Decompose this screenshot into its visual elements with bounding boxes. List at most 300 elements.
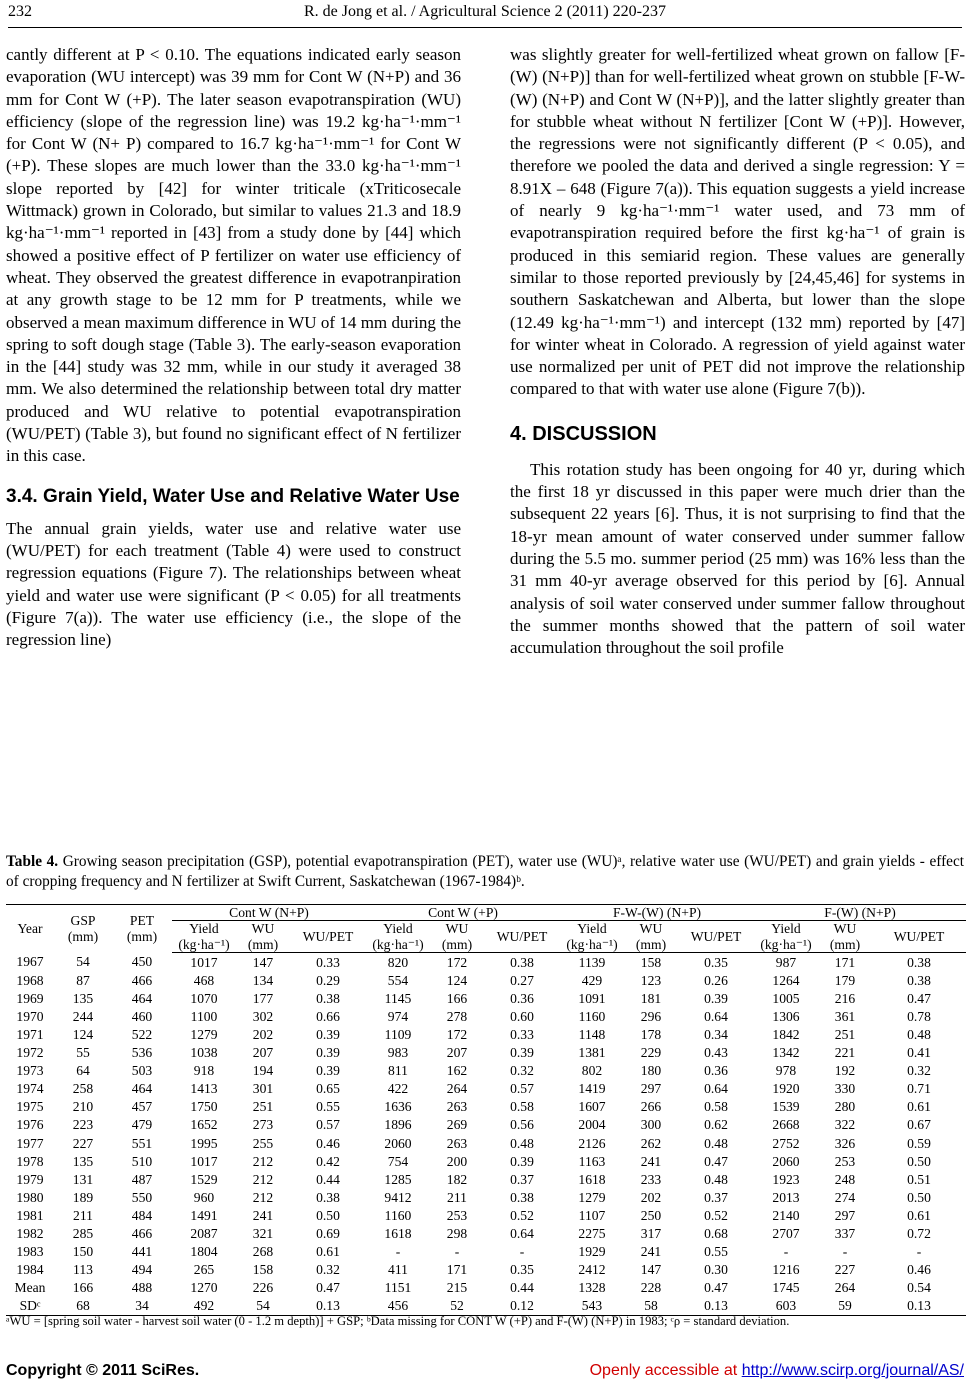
table-cell: - bbox=[842, 1244, 848, 1260]
table-cell: 0.38 bbox=[316, 1189, 340, 1205]
table-row bbox=[6, 1297, 966, 1316]
table-row bbox=[6, 1098, 966, 1116]
table-cell: 1145 bbox=[384, 990, 412, 1006]
table-cell: 0.50 bbox=[907, 1153, 931, 1169]
table-cell: 1005 bbox=[772, 990, 800, 1006]
table-cell: 202 bbox=[640, 1189, 662, 1205]
table-cell: 9412 bbox=[384, 1189, 412, 1205]
table-cell: 147 bbox=[252, 954, 274, 970]
col-header-wu-pet: WU/PET bbox=[484, 921, 560, 953]
table-cell: 820 bbox=[387, 954, 409, 970]
table-row bbox=[6, 1243, 966, 1261]
table-cell: 251 bbox=[834, 1026, 856, 1042]
table-cell: 241 bbox=[640, 1153, 662, 1169]
table-cell: 64 bbox=[76, 1063, 90, 1079]
table-cell: 0.57 bbox=[316, 1117, 340, 1133]
table-row bbox=[6, 1225, 966, 1243]
table-cell: 274 bbox=[834, 1189, 856, 1205]
table-cell: 0.35 bbox=[704, 954, 728, 970]
table-cell: 0.39 bbox=[316, 1026, 340, 1042]
table-cell: 227 bbox=[72, 1135, 94, 1151]
table-cell: 0.13 bbox=[678, 1297, 754, 1316]
table-cell: 460 bbox=[131, 1008, 153, 1024]
table-cell: 0.32 bbox=[316, 1262, 340, 1278]
table-cell: 361 bbox=[834, 1008, 856, 1024]
table-cell: 55 bbox=[76, 1045, 90, 1061]
table-cell: 251 bbox=[252, 1099, 274, 1115]
table-cell: 265 bbox=[193, 1262, 215, 1278]
table-cell: 1151 bbox=[384, 1280, 412, 1296]
table-cell: 134 bbox=[252, 972, 274, 988]
table-row bbox=[6, 1044, 966, 1062]
table-cell: 300 bbox=[640, 1117, 662, 1133]
table-cell: 1070 bbox=[190, 990, 218, 1006]
col-header-yield: Yield (kg·ha⁻¹) bbox=[560, 921, 624, 953]
table-cell: 0.54 bbox=[907, 1280, 931, 1296]
table-cell: 212 bbox=[252, 1153, 274, 1169]
table-cell: 0.64 bbox=[704, 1008, 728, 1024]
row-label: SDᶜ bbox=[6, 1297, 54, 1316]
table-cell: 0.56 bbox=[510, 1117, 534, 1133]
table-cell: 0.43 bbox=[704, 1045, 728, 1061]
table-cell: 0.13 bbox=[290, 1297, 366, 1316]
table-cell: 207 bbox=[446, 1045, 468, 1061]
table-cell: 150 bbox=[72, 1244, 94, 1260]
table-row bbox=[6, 1279, 966, 1297]
table-cell: 0.41 bbox=[907, 1045, 931, 1061]
table-cell: 0.39 bbox=[704, 990, 728, 1006]
table-cell: 2140 bbox=[772, 1207, 800, 1223]
table-cell: 228 bbox=[640, 1280, 662, 1296]
table-cell: 2752 bbox=[772, 1135, 800, 1151]
table-cell: 216 bbox=[834, 990, 856, 1006]
table-cell: 0.38 bbox=[316, 990, 340, 1006]
table-cell: 297 bbox=[640, 1081, 662, 1097]
table-cell: 179 bbox=[834, 972, 856, 988]
table-cell: 0.34 bbox=[704, 1026, 728, 1042]
row-label: 1984 bbox=[16, 1262, 44, 1278]
table-row bbox=[6, 1008, 966, 1026]
table-cell: 0.39 bbox=[316, 1063, 340, 1079]
right-column bbox=[510, 44, 965, 659]
running-head: R. de Jong et al. / Agricultural Science 2 (2011) 220-237 bbox=[304, 3, 666, 20]
table-cell: 0.47 bbox=[316, 1280, 340, 1296]
table-cell: 0.50 bbox=[907, 1189, 931, 1205]
table-cell: 464 bbox=[131, 990, 153, 1006]
table-cell: 192 bbox=[834, 1063, 856, 1079]
table-cell: 171 bbox=[834, 954, 856, 970]
table-cell: 0.61 bbox=[907, 1099, 931, 1115]
table-cell: 321 bbox=[252, 1225, 274, 1241]
table-cell: 468 bbox=[193, 972, 215, 988]
table-cell: 1923 bbox=[772, 1171, 800, 1187]
col-header-wu-pet: WU/PET bbox=[678, 921, 754, 953]
table-cell: 550 bbox=[131, 1189, 153, 1205]
row-label: 1969 bbox=[16, 990, 44, 1006]
table-cell: 0.60 bbox=[510, 1008, 534, 1024]
table-cell: 297 bbox=[834, 1207, 856, 1223]
row-label: 1972 bbox=[16, 1045, 44, 1061]
section-heading: 4. DISCUSSION bbox=[510, 422, 657, 445]
table-body bbox=[6, 953, 966, 1316]
table-cell: 0.64 bbox=[510, 1225, 534, 1241]
table-cell: 166 bbox=[72, 1280, 94, 1296]
table-cell: 0.78 bbox=[907, 1008, 931, 1024]
table-cell: 0.58 bbox=[704, 1099, 728, 1115]
table-cell: 180 bbox=[640, 1063, 662, 1079]
table-cell: 0.50 bbox=[316, 1207, 340, 1223]
table-cell: 124 bbox=[72, 1026, 94, 1042]
table-cell: 330 bbox=[834, 1081, 856, 1097]
table-row bbox=[6, 1188, 966, 1206]
paragraph: cantly different at P < 0.10. The equations indicated early season evaporation (WU intercept) was 39 mm for Cont W (N+P) and 36 mm for Cont W (+P). The later season evapotranspiration (WU) efficiency (slope of the regression line) was 19.2 kg·ha⁻¹·mm⁻¹ for Cont W (N+ P) compared to 16.7 kg·ha⁻¹·mm⁻¹ for Cont W (+P). These slopes are much lower than the 33.0 kg·ha⁻¹·mm⁻¹ slope reported by [42] for winter triticale (xTriticosecale Wittmack) grown in Colorado, but similar to values 21.3 and 18.9 kg·ha⁻¹·mm⁻¹ reported in [43] from a study done by [44] which showed a positive effect of P fertilizer on water use efficiency of wheat. They observed the greatest difference in evapotranpiration at any growth stage to be 12 mm for P treatments, while we observed a mean maximum difference in WU of 14 mm during the spring to soft dough stage (Table 3). The early-season evaporation in the [44] study was 32 mm, while in our study it averaged 38 mm. We also determined the relationship between total dry matter produced and WU relative to potential evapotranspiration (WU/PET) (Table 3), but found no significant effect of N fertilizer in this case. bbox=[6, 45, 461, 466]
table-cell: 0.42 bbox=[316, 1153, 340, 1169]
table-cell: 0.65 bbox=[316, 1081, 340, 1097]
table-cell: 536 bbox=[131, 1045, 153, 1061]
table-cell: 1896 bbox=[384, 1117, 412, 1133]
table-cell: 278 bbox=[446, 1008, 468, 1024]
table-cell: 233 bbox=[640, 1171, 662, 1187]
table-cell: 1279 bbox=[578, 1189, 606, 1205]
table-cell: 135 bbox=[72, 1153, 94, 1169]
table-cell: 960 bbox=[193, 1189, 215, 1205]
table-cell: 113 bbox=[73, 1262, 93, 1278]
table-row bbox=[6, 1026, 966, 1044]
table-cell: 0.33 bbox=[510, 1026, 534, 1042]
table-cell: 0.36 bbox=[704, 1063, 728, 1079]
table-cell: 1109 bbox=[384, 1026, 412, 1042]
table-cell: 1419 bbox=[578, 1081, 606, 1097]
table-cell: 189 bbox=[72, 1189, 94, 1205]
table-cell: 0.55 bbox=[704, 1244, 728, 1260]
table-cell: 250 bbox=[640, 1207, 662, 1223]
table-cell: 0.66 bbox=[316, 1008, 340, 1024]
table-cell: 1279 bbox=[190, 1026, 218, 1042]
table-cell: 1804 bbox=[190, 1244, 218, 1260]
table-cell: 1618 bbox=[578, 1171, 606, 1187]
table-cell: - bbox=[916, 1244, 922, 1260]
table-cell: 0.37 bbox=[510, 1171, 534, 1187]
table-cell: 1529 bbox=[190, 1171, 218, 1187]
table-cell: 487 bbox=[131, 1171, 153, 1187]
table-cell: 244 bbox=[72, 1008, 94, 1024]
table-cell: 147 bbox=[640, 1262, 662, 1278]
table-cell: 983 bbox=[387, 1045, 409, 1061]
table-cell: 1413 bbox=[190, 1081, 218, 1097]
table-cell: 123 bbox=[640, 972, 662, 988]
paragraph: The annual grain yields, water use and relative water use (WU/PET) for each treatment (Table 4) were used to construct regression equations (Figure 7). The relationships between wheat yield and water use were significant (P < 0.05) for all treatments (Figure 7(a)). The water use efficiency (i.e., the slope of the regression line) bbox=[6, 518, 461, 650]
table-cell: 280 bbox=[834, 1099, 856, 1115]
table-cell: 227 bbox=[834, 1262, 856, 1278]
table-cell: 178 bbox=[640, 1026, 662, 1042]
table-cell: 0.46 bbox=[907, 1262, 931, 1278]
table-cell: 0.47 bbox=[704, 1153, 728, 1169]
table-cell: 0.61 bbox=[316, 1244, 340, 1260]
table-row bbox=[6, 971, 966, 989]
table-cell: 166 bbox=[446, 990, 468, 1006]
table-cell: 0.59 bbox=[907, 1135, 931, 1151]
table-cell: 0.44 bbox=[316, 1171, 340, 1187]
table-cell: 1491 bbox=[190, 1207, 218, 1223]
table-cell: 0.33 bbox=[316, 954, 340, 970]
table-cell: 221 bbox=[834, 1045, 856, 1061]
row-label: Mean bbox=[14, 1280, 46, 1296]
table-cell: 2126 bbox=[578, 1135, 606, 1151]
table-cell: 1920 bbox=[772, 1081, 800, 1097]
row-label: 1973 bbox=[16, 1063, 44, 1079]
table-cell: 543 bbox=[560, 1297, 624, 1316]
row-label: 1983 bbox=[16, 1244, 44, 1260]
table-row bbox=[6, 953, 966, 972]
table-cell: 253 bbox=[834, 1153, 856, 1169]
table-cell: 200 bbox=[446, 1153, 468, 1169]
table-cell: 0.38 bbox=[510, 1189, 534, 1205]
table-cell: 1539 bbox=[772, 1099, 800, 1115]
col-header-wu: WU (mm) bbox=[236, 921, 290, 953]
table-cell: 298 bbox=[446, 1225, 468, 1241]
col-header-yield: Yield (kg·ha⁻¹) bbox=[754, 921, 818, 953]
table-cell: 754 bbox=[387, 1153, 409, 1169]
table-cell: 1652 bbox=[190, 1117, 218, 1133]
table-footnote: ᵃWU = [spring soil water - harvest soil water (0 - 1.2 m depth)] + GSP; ᵇData missing for CONT W (+P) and F-(W) (N+P) in 1983; ᶜρ = standard deviation. bbox=[6, 1314, 790, 1328]
table-cell: 429 bbox=[581, 972, 603, 988]
table-cell: 2060 bbox=[384, 1135, 412, 1151]
col-header-wu-pet: WU/PET bbox=[290, 921, 366, 953]
table-cell: 54 bbox=[236, 1297, 290, 1316]
table-cell: 264 bbox=[834, 1280, 856, 1296]
table-cell: 0.44 bbox=[510, 1280, 534, 1296]
table-cell: 58 bbox=[624, 1297, 678, 1316]
table-cell: 0.32 bbox=[510, 1063, 534, 1079]
row-label: 1981 bbox=[16, 1207, 44, 1223]
table-cell: 54 bbox=[76, 954, 90, 970]
table-cell: 0.57 bbox=[510, 1081, 534, 1097]
table-cell: 87 bbox=[76, 972, 90, 988]
table-cell: 503 bbox=[131, 1063, 153, 1079]
table-cell: 285 bbox=[72, 1225, 94, 1241]
table-cell: 0.30 bbox=[704, 1262, 728, 1278]
row-label: 1974 bbox=[16, 1081, 44, 1097]
table-cell: 68 bbox=[54, 1297, 112, 1316]
table-cell: 0.29 bbox=[316, 972, 340, 988]
table-cell: 2013 bbox=[772, 1189, 800, 1205]
group-header: F-W-(W) (N+P) bbox=[560, 905, 754, 921]
row-label: 1968 bbox=[16, 972, 44, 988]
row-label: 1977 bbox=[16, 1135, 44, 1151]
table-cell: 2412 bbox=[578, 1262, 606, 1278]
table-cell: 0.58 bbox=[510, 1099, 534, 1115]
table-cell: 2668 bbox=[772, 1117, 800, 1133]
table-cell: 0.52 bbox=[704, 1207, 728, 1223]
table-cell: - bbox=[395, 1244, 401, 1260]
table-cell: 603 bbox=[754, 1297, 818, 1316]
table-cell: 0.51 bbox=[907, 1171, 931, 1187]
group-header: Cont W (+P) bbox=[366, 905, 560, 921]
table-cell: 223 bbox=[72, 1117, 94, 1133]
table-cell: 457 bbox=[131, 1099, 153, 1115]
table-cell: - bbox=[783, 1244, 789, 1260]
table-cell: 158 bbox=[640, 954, 662, 970]
table-cell: 2275 bbox=[578, 1225, 606, 1241]
table-cell: 0.47 bbox=[907, 990, 931, 1006]
left-column bbox=[6, 44, 461, 651]
page-header bbox=[8, 3, 962, 27]
table-cell: 441 bbox=[131, 1244, 153, 1260]
table-cell: 194 bbox=[252, 1063, 274, 1079]
table-cell: 978 bbox=[775, 1063, 797, 1079]
table-cell: 207 bbox=[252, 1045, 274, 1061]
table-cell: 322 bbox=[834, 1117, 856, 1133]
table-cell: 211 bbox=[73, 1207, 93, 1223]
table-cell: 59 bbox=[818, 1297, 872, 1316]
table-cell: 263 bbox=[446, 1135, 468, 1151]
table-cell: 1270 bbox=[190, 1280, 218, 1296]
table-cell: 212 bbox=[252, 1171, 274, 1187]
table-cell: 253 bbox=[446, 1207, 468, 1223]
table-cell: 248 bbox=[834, 1171, 856, 1187]
table-label: Table 4. bbox=[6, 853, 59, 870]
table-cell: 484 bbox=[131, 1207, 153, 1223]
table-cell: 0.64 bbox=[704, 1081, 728, 1097]
table-cell: 551 bbox=[131, 1135, 153, 1151]
row-label: 1975 bbox=[16, 1099, 44, 1115]
table-cell: 1929 bbox=[578, 1244, 606, 1260]
table-cell: 255 bbox=[252, 1135, 274, 1151]
table-cell: 1342 bbox=[772, 1045, 800, 1061]
table-cell: 301 bbox=[252, 1081, 274, 1097]
table-cell: 1306 bbox=[772, 1008, 800, 1024]
table-cell: 181 bbox=[640, 990, 662, 1006]
journal-link[interactable]: http://www.scirp.org/journal/AS/ bbox=[741, 1362, 964, 1379]
group-header: Cont W (N+P) bbox=[172, 905, 366, 921]
page-number: 232 bbox=[8, 3, 32, 20]
table-cell: 0.38 bbox=[907, 972, 931, 988]
table-cell: 479 bbox=[131, 1117, 153, 1133]
table-cell: 1216 bbox=[772, 1262, 800, 1278]
table-cell: 1842 bbox=[772, 1026, 800, 1042]
col-header-yield: Yield (kg·ha⁻¹) bbox=[172, 921, 236, 953]
table-cell: 0.39 bbox=[510, 1045, 534, 1061]
paragraph: This rotation study has been ongoing for 40 yr, during which the first 18 yr discussed in this paper were much drier than the subsequent 22 years [6]. Thus, it is not surprising to find that the 18-yr mean amount of water conserved under summer fallow during the 5.5 mo. summer period (25 mm) was 16% less than the 31 mm 40-yr average observed for this period by [6]. Annual analysis of soil water conserved under summer fallow throughout the summer months showed that the pattern of soil water accumulation throughout the soil profile bbox=[510, 459, 965, 658]
row-label: 1979 bbox=[16, 1171, 44, 1187]
table-row bbox=[6, 1134, 966, 1152]
table-cell: 2087 bbox=[190, 1225, 218, 1241]
copyright: Copyright © 2011 SciRes. bbox=[6, 1362, 200, 1379]
table-caption-text: Growing season precipitation (GSP), potential evapotranspiration (PET), water use (WU)ᵃ, relative water use (WU/PET) and grain yields - effect of cropping frequency and N fertilizer at Swift Current, Saskatchewan (1967-1984)ᵇ. bbox=[6, 853, 965, 890]
table-cell: 0.48 bbox=[704, 1171, 728, 1187]
table-cell: 241 bbox=[640, 1244, 662, 1260]
table-cell: 466 bbox=[131, 972, 153, 988]
row-label: 1982 bbox=[16, 1225, 44, 1241]
table-cell: 0.71 bbox=[907, 1081, 931, 1097]
table-cell: 811 bbox=[388, 1063, 408, 1079]
table-cell: 0.38 bbox=[510, 954, 534, 970]
table-cell: 172 bbox=[446, 1026, 468, 1042]
table-cell: 34 bbox=[112, 1297, 172, 1316]
table-cell: 0.13 bbox=[872, 1297, 966, 1316]
table-cell: 802 bbox=[581, 1063, 603, 1079]
table-cell: - bbox=[519, 1244, 525, 1260]
col-header-gsp: GSP (mm) bbox=[54, 905, 112, 953]
table-cell: 263 bbox=[446, 1099, 468, 1115]
table-cell: 326 bbox=[834, 1135, 856, 1151]
table-cell: 0.26 bbox=[704, 972, 728, 988]
table-cell: 0.52 bbox=[510, 1207, 534, 1223]
table-cell: 1160 bbox=[384, 1207, 412, 1223]
table-row bbox=[6, 989, 966, 1007]
table-cell: 522 bbox=[131, 1026, 153, 1042]
table-row bbox=[6, 1152, 966, 1170]
table-cell: 124 bbox=[446, 972, 468, 988]
table-cell: 1091 bbox=[578, 990, 606, 1006]
table-cell: 0.36 bbox=[510, 990, 534, 1006]
table-cell: 0.62 bbox=[704, 1117, 728, 1133]
col-header-wu-pet: WU/PET bbox=[872, 921, 966, 953]
table-cell: 1381 bbox=[578, 1045, 606, 1061]
table-cell: 1607 bbox=[578, 1099, 606, 1115]
table-cell: 202 bbox=[252, 1026, 274, 1042]
table-cell: 0.48 bbox=[510, 1135, 534, 1151]
table-cell: 1264 bbox=[772, 972, 800, 988]
table-cell: 2004 bbox=[578, 1117, 606, 1133]
table-cell: 0.48 bbox=[704, 1135, 728, 1151]
table-row bbox=[6, 1116, 966, 1134]
table-cell: 0.47 bbox=[704, 1280, 728, 1296]
table-cell: 215 bbox=[446, 1280, 468, 1296]
table-cell: 1750 bbox=[190, 1099, 218, 1115]
table-cell: 182 bbox=[446, 1171, 468, 1187]
table-cell: 1328 bbox=[578, 1280, 606, 1296]
table-cell: 1285 bbox=[384, 1171, 412, 1187]
table-cell: 422 bbox=[387, 1081, 409, 1097]
table-cell: 317 bbox=[640, 1225, 662, 1241]
table-cell: 296 bbox=[640, 1008, 662, 1024]
table-cell: 464 bbox=[131, 1081, 153, 1097]
table-cell: 1100 bbox=[190, 1008, 218, 1024]
table-cell: 0.72 bbox=[907, 1225, 931, 1241]
table-cell: 0.39 bbox=[316, 1045, 340, 1061]
table-cell: 131 bbox=[72, 1171, 94, 1187]
table-cell: 211 bbox=[447, 1189, 467, 1205]
section-heading: 3.4. Grain Yield, Water Use and Relative Water Use bbox=[6, 485, 460, 507]
table-cell: 273 bbox=[252, 1117, 274, 1133]
table-cell: 229 bbox=[640, 1045, 662, 1061]
table-cell: 1995 bbox=[190, 1135, 218, 1151]
table-cell: 0.38 bbox=[907, 954, 931, 970]
table-cell: 212 bbox=[252, 1189, 274, 1205]
table-cell: 1163 bbox=[578, 1153, 606, 1169]
row-label: 1967 bbox=[16, 954, 44, 970]
table-cell: 262 bbox=[640, 1135, 662, 1151]
table-cell: 0.55 bbox=[316, 1099, 340, 1115]
group-header: F-(W) (N+P) bbox=[754, 905, 966, 921]
table-cell: 2060 bbox=[772, 1153, 800, 1169]
col-header-wu: WU (mm) bbox=[430, 921, 484, 953]
table-cell: 264 bbox=[446, 1081, 468, 1097]
row-label: 1978 bbox=[16, 1153, 44, 1169]
table-cell: 0.46 bbox=[316, 1135, 340, 1151]
table-cell: 158 bbox=[252, 1262, 274, 1278]
table-cell: 0.68 bbox=[704, 1225, 728, 1241]
table-cell: 1618 bbox=[384, 1225, 412, 1241]
table-cell: 226 bbox=[252, 1280, 274, 1296]
col-header-wu: WU (mm) bbox=[624, 921, 678, 953]
table-row bbox=[6, 1207, 966, 1225]
header-rule bbox=[8, 27, 962, 28]
row-label: 1976 bbox=[16, 1117, 44, 1133]
table-cell: 52 bbox=[430, 1297, 484, 1316]
table-cell: 162 bbox=[446, 1063, 468, 1079]
